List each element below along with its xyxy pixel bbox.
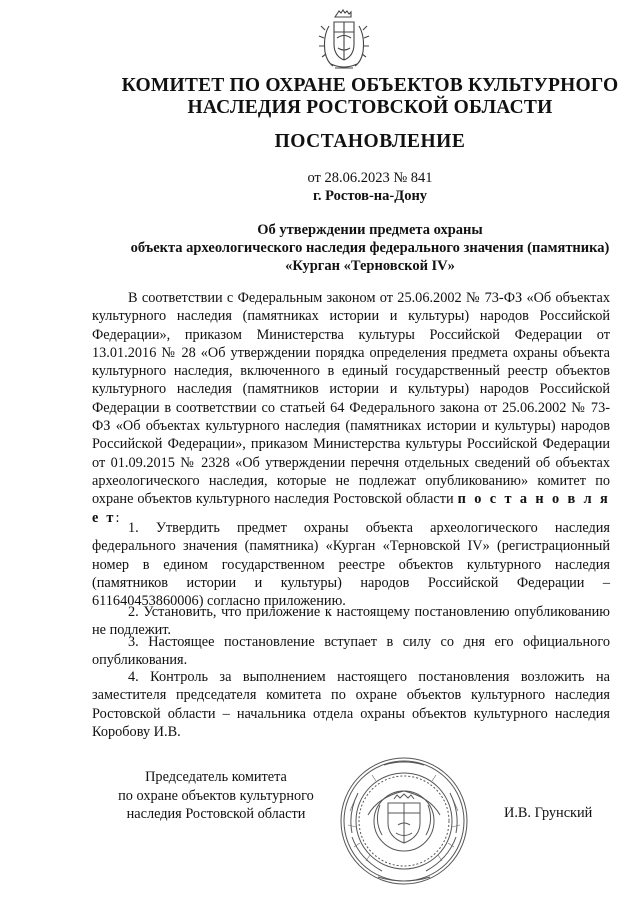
resolution-item-2: 2. Установить, что приложение к настоящему постановлению опубликованию не подлежит.	[92, 604, 610, 639]
document-type: ПОСТАНОВЛЕНИЕ	[274, 131, 466, 152]
preamble-text: В соответствии с Федеральным законом от 25.06.2002 № 73-ФЗ «Об объектах культурного наследия (памятниках истории и культуры) народов Российской Федерации», приказом Министерства культуры Российской Федерации от 13.01.2016 № 28 «Об утверждении порядка определения предмета охраны объекта культурного наследия, включенного в единый государственный реестр объектов культурного наследия (памятников истории и культуры) народов Российской Федерации в соответствии со статьей 64 Федерального закона от 25.06.2002 № 73-ФЗ «Об объектах культурного наследия (памятниках истории и культуры) народов Российской Федерации», приказом Министерства культуры Российской Федерации от 01.09.2015 № 2328 «Об утверждении перечня отдельных сведений об объектах археологического наследия, которые не подлежат опубликованию» комитет по охране объектов культурного наследия Ростовской области	[92, 290, 610, 508]
preamble-paragraph	[92, 289, 610, 527]
org-name-line1: КОМИТЕТ ПО ОХРАНЕ ОБЪЕКТОВ КУЛЬТУРНОГО	[121, 75, 619, 96]
subject-line3: «Курган «Терновской IV»	[285, 258, 455, 274]
document-date-number: от 28.06.2023 № 841	[307, 170, 433, 186]
resolves-word: п о с т а н о в л я е т	[92, 491, 610, 526]
resolution-item-1: 1. Утвердить предмет охраны объекта археологического наследия федерального значения (памятника) «Курган «Терновской IV» (регистрационный номер в едином государственном реестре объектов культурного наследия (памятников истории и культуры) народов Российской Федерации – 611640453860006) согласно приложению.	[92, 520, 610, 610]
subject-line1: Об утверждении предмета охраны	[257, 222, 483, 238]
document-city: г. Ростов-на-Дону	[312, 188, 428, 204]
signatory-position-line2: по охране объектов культурного	[118, 787, 314, 804]
signatory-position-line3: наследия Ростовской области	[126, 806, 306, 822]
official-seal-icon	[338, 755, 470, 887]
org-name-line2: НАСЛЕДИЯ РОСТОВСКОЙ ОБЛАСТИ	[187, 97, 553, 118]
resolution-item-4: 4. Контроль за выполнением настоящего постановления возложить на заместителя председателя комитета по охране объектов культурного наследия Ростовской области – начальника отдела охраны объектов культурного наследия Коробову И.В.	[92, 669, 610, 740]
signatory-position	[96, 768, 336, 824]
signatory-name: И.В. Грунский	[504, 805, 593, 821]
subject-line2: объекта археологического наследия федерального значения (памятника)	[130, 240, 610, 256]
resolution-item-3: 3. Настоящее постановление вступает в силу со дня его официального опубликования.	[92, 634, 610, 669]
signatory-position-line1: Председатель комитета	[145, 769, 287, 785]
coat-of-arms-icon	[315, 8, 373, 72]
preamble-colon: :	[115, 509, 120, 526]
